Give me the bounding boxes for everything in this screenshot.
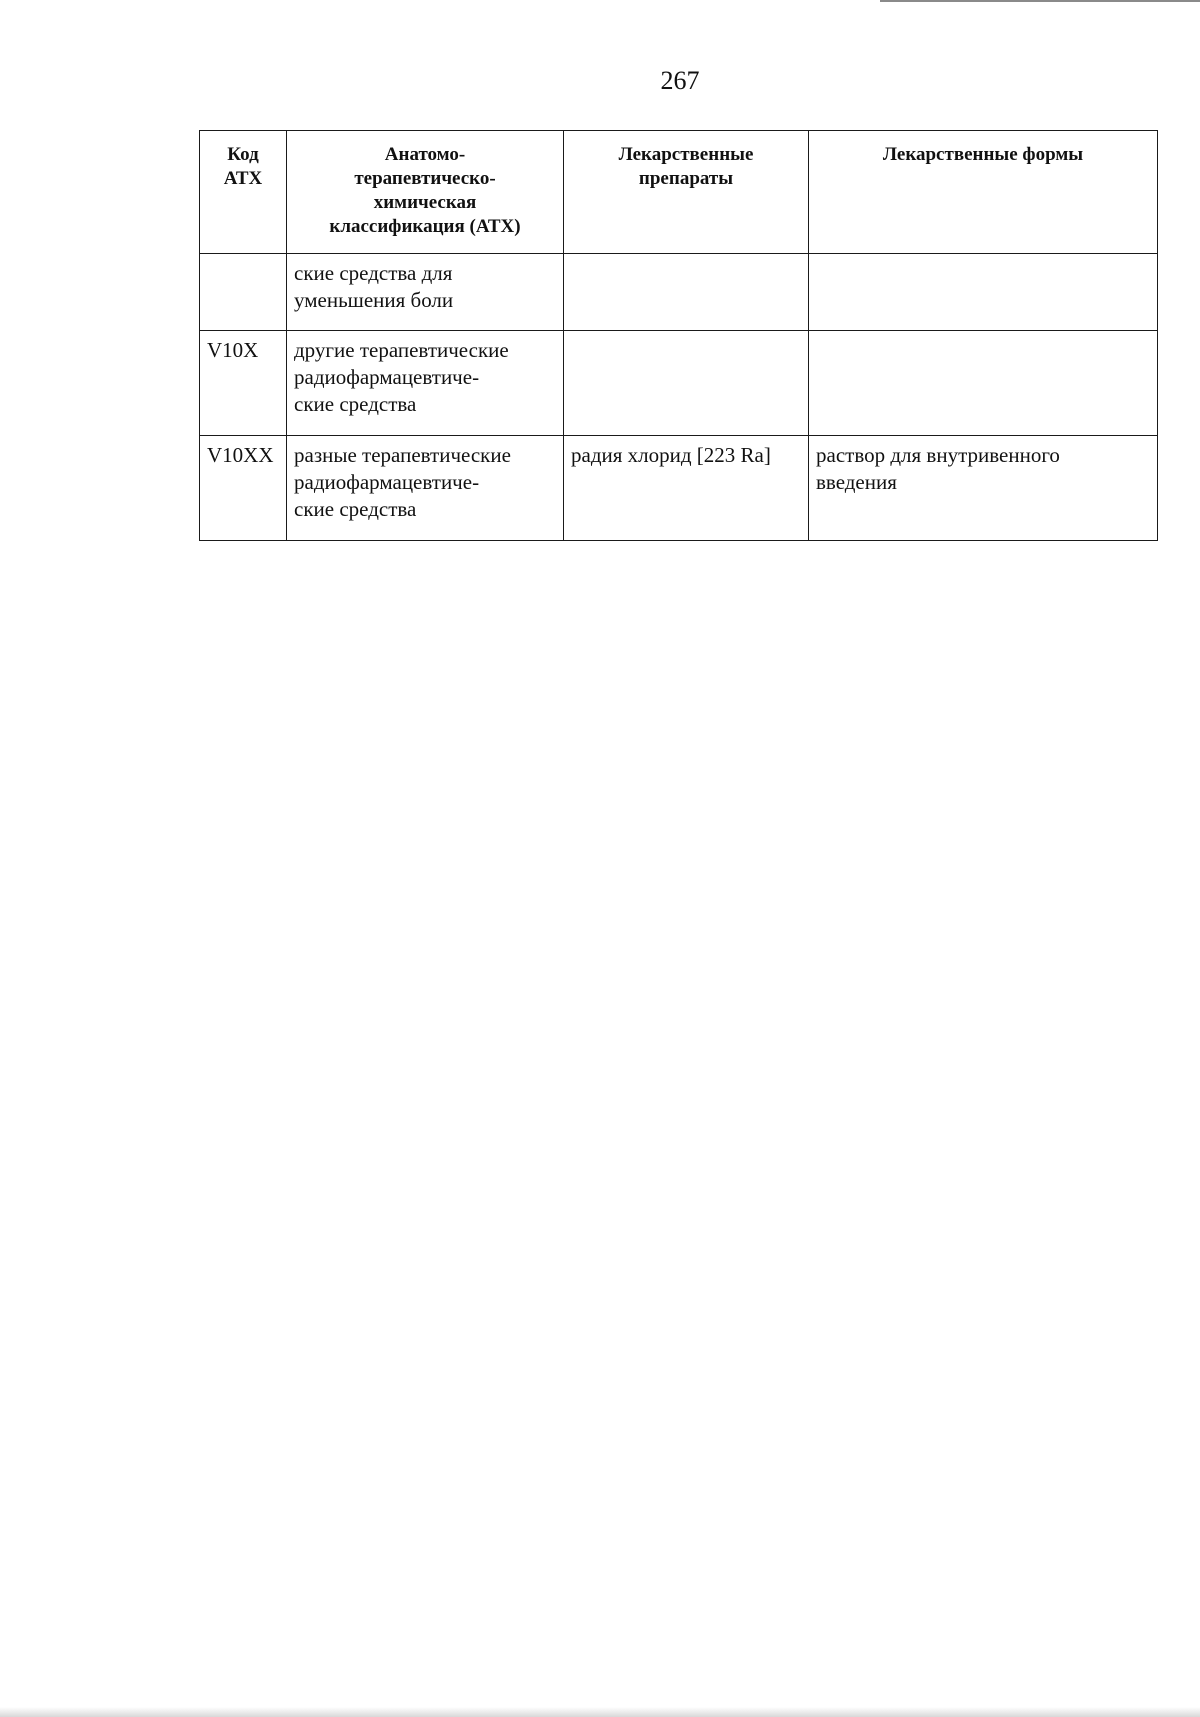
header-classification: Анатомо- терапевтическо- химическая классификация (АТХ) bbox=[287, 131, 564, 254]
cell-code: V10X bbox=[200, 331, 287, 436]
cell-form bbox=[809, 254, 1158, 331]
page-number: 267 bbox=[660, 66, 700, 95]
header-forms: Лекарственные формы bbox=[809, 131, 1158, 254]
header-row bbox=[200, 131, 1158, 254]
scan-edge-bottom bbox=[0, 1707, 1200, 1717]
cell-drug bbox=[564, 331, 809, 436]
cell-drug: радия хлорид [223 Ra] bbox=[564, 436, 809, 541]
header-drugs: Лекарственные препараты bbox=[564, 131, 809, 254]
cell-classification: ские средства для уменьшения боли bbox=[287, 254, 564, 331]
table-header bbox=[200, 131, 1158, 254]
cell-classification: разные терапевтические радиофармацевтиче- ские средства bbox=[287, 436, 564, 541]
atx-table bbox=[199, 130, 1158, 541]
cell-code bbox=[200, 254, 287, 331]
table-row bbox=[200, 254, 1158, 331]
header-code: Код АТХ bbox=[200, 131, 287, 254]
scan-edge-top bbox=[880, 0, 1200, 2]
table-body bbox=[200, 254, 1158, 541]
table-row bbox=[200, 436, 1158, 541]
cell-drug bbox=[564, 254, 809, 331]
cell-code: V10XX bbox=[200, 436, 287, 541]
table-row bbox=[200, 331, 1158, 436]
cell-classification: другие терапевтические радиофармацевтиче- ские средства bbox=[287, 331, 564, 436]
cell-form bbox=[809, 331, 1158, 436]
cell-form: раствор для внутривенного введения bbox=[809, 436, 1158, 541]
